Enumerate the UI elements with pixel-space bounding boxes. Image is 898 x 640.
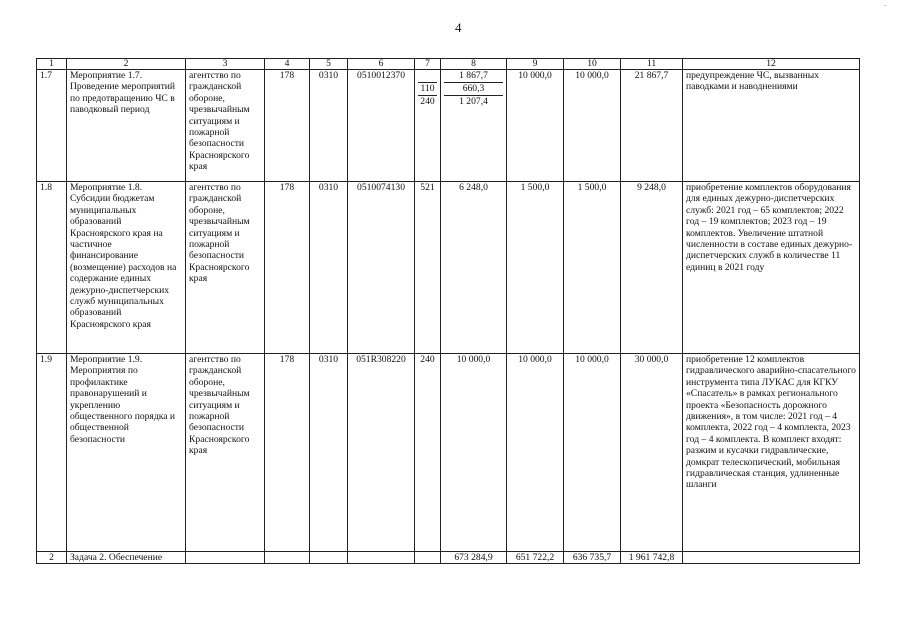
grbs-code: 178 [265,354,310,552]
header-cell: 11 [621,59,683,70]
csr-code: 051R308220 [348,354,415,552]
amount-2022: 10 000,0 [507,70,564,182]
table-row [37,70,860,182]
amount-total: 21 867,7 [621,70,683,182]
rzpr-code: 0310 [310,70,348,182]
activity-name: Задача 2. Обеспечение [67,552,186,564]
vr-code: 521 [415,182,441,354]
amount-total: 30 000,0 [621,354,683,552]
vr-code [418,70,437,83]
agency-cell: агентство по гражданской обороне, чрезвычайным ситуациям и пожарной безопасности Красноярского края [186,354,265,552]
expected-result: приобретение комплектов оборудования для единых дежурно-диспетчерских служб: 2021 год – 65 комплектов; 2022 год – 19 комплектов; 2023 год – 19 комплектов. Увеличение штатной численности в составе единых дежурно-диспетчерских служб в количестве 11 единиц в 2021 году [683,182,860,354]
grbs-code: 178 [265,70,310,182]
row-number: 1.9 [37,354,67,552]
csr-code: 0510012370 [348,70,415,182]
header-cell: 2 [67,59,186,70]
vr-code: 240 [415,354,441,552]
header-cell: 4 [265,59,310,70]
vr-code: 110 [418,83,437,96]
header-cell: 8 [441,59,507,70]
activity-name: Мероприятие 1.7. Проведение мероприятий по предотвращению ЧС в паводковый период [67,70,186,182]
agency-cell: агентство по гражданской обороне, чрезвычайным ситуациям и пожарной безопасности Красноярского края [186,182,265,354]
amount-2021: 10 000,0 [441,354,507,552]
amount-total: 1 961 742,8 [621,552,683,564]
row-number: 1.7 [37,70,67,182]
amount-2023: 636 735,7 [564,552,621,564]
header-cell: 10 [564,59,621,70]
header-cell: 6 [348,59,415,70]
amount-2022: 1 500,0 [507,182,564,354]
vr-code: 240 [420,96,435,107]
amount-2021 [441,70,507,182]
amount-2022: 651 722,2 [507,552,564,564]
header-cell: 9 [507,59,564,70]
amount-2021-value: 1 867,7 [444,70,503,83]
header-cell: 1 [37,59,67,70]
header-cell: 5 [310,59,348,70]
grbs-code: 178 [265,182,310,354]
expected-result [683,552,860,564]
activity-name: Мероприятие 1.8. Субсидии бюджетам муниципальных образований Красноярского края на частичное финансирование (возмещение) расходов на содержание единых дежурно-диспетчерских служб муниципальных образований Красноярского края [67,182,186,354]
amount-total: 9 248,0 [621,182,683,354]
header-cell: 7 [415,59,441,70]
header-row [37,59,860,70]
table-row [37,552,860,564]
vr-codes [415,70,441,182]
vr-code [415,552,441,564]
rzpr-code: 0310 [310,182,348,354]
rzpr-code: 0310 [310,354,348,552]
row-number: 1.8 [37,182,67,354]
amount-2021: 673 284,9 [441,552,507,564]
row-number: 2 [37,552,67,564]
expected-result: предупреждение ЧС, вызванных паводками и наводнениями [683,70,860,182]
agency-cell: агентство по гражданской обороне, чрезвычайным ситуациям и пожарной безопасности Красноярского края [186,70,265,182]
amount-2023: 1 500,0 [564,182,621,354]
table-row [37,354,860,552]
amount-2021-value: 1 207,4 [459,96,488,107]
corner-mark: - [884,1,887,9]
amount-2023: 10 000,0 [564,354,621,552]
amount-2022: 10 000,0 [507,354,564,552]
amount-2021-value: 660,3 [444,83,503,96]
table-row [37,182,860,354]
csr-code: 0510074130 [348,182,415,354]
csr-code [348,552,415,564]
amount-2023: 10 000,0 [564,70,621,182]
page-number: 4 [455,20,462,35]
activity-name: Мероприятие 1.9. Мероприятия по профилактике правонарушений и укреплению общественного порядка и общественной безопасности [67,354,186,552]
grbs-code [265,552,310,564]
rzpr-code [310,552,348,564]
header-cell: 12 [683,59,860,70]
amount-2021: 6 248,0 [441,182,507,354]
agency-cell [186,552,265,564]
expected-result: приобретение 12 комплектов гидравлического аварийно-спасательного инструмента типа ЛУКАС для КГКУ «Спасатель» в рамках регионального проекта «Безопасность дорожного движения», в том числе: 2021 год – 4 комплекта, 2022 год – 4 комплекта, 2023 год – 4 комплекта. В комплект входят: разжим и кусачки гидравлические, домкрат телескопический, мобильная гидравлическая станция, удлиненные шланги [683,354,860,552]
header-cell: 3 [186,59,265,70]
program-table [36,58,860,564]
